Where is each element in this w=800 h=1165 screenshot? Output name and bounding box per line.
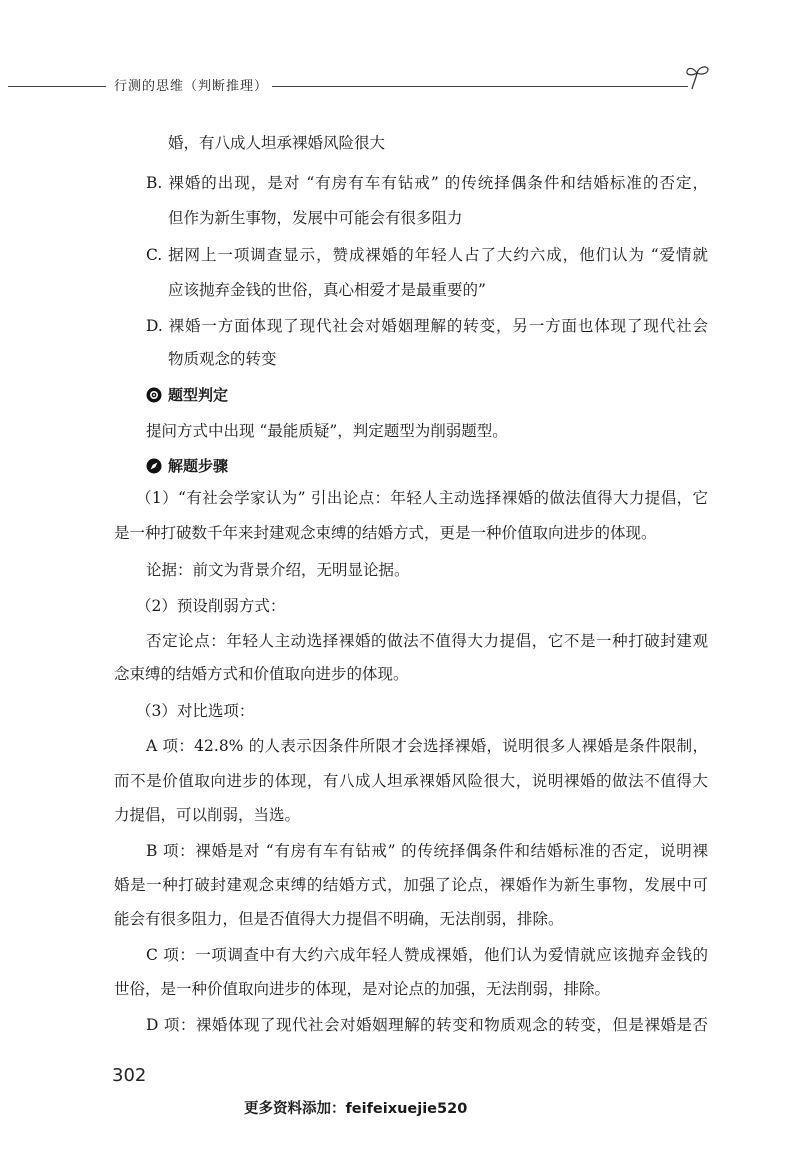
header-rule-right [272,86,688,87]
step1-line2: 是一种打破数千年来封建观念束缚的结婚方式，更是一种价值取向进步的体现。 [114,524,657,542]
analysis-c-line2: 世俗，是一种价值取向进步的体现，是对论点的加强，无法削弱，排除。 [114,980,611,998]
step2-line: （2）预设削弱方式： [136,597,286,615]
section-heading-steps [146,455,228,477]
section-heading-steps-label: 解题步骤 [168,457,229,475]
evidence-line: 论据：前文为背景介绍，无明显论据。 [146,561,410,579]
negation-line2: 念束缚的结婚方式和价值取向进步的体现。 [114,665,409,683]
analysis-a-line2: 而不是价值取向进步的体现，有八成人坦承裸婚风险很大，说明裸婚的做法不值得大 [114,772,708,790]
running-header [0,66,800,96]
section-type-body: 提问方式中出现 “最能质疑”，判定题型为削弱题型。 [146,422,508,440]
option-d-line1: D. 裸婚一方面体现了现代社会对婚姻理解的转变，另一方面也体现了现代社会 [146,317,708,335]
analysis-b-line1: B 项：裸婚是对 “有房有车有钻戒” 的传统择偶条件和结婚标准的否定，说明裸 [146,842,708,860]
option-d-line2: 物质观念的转变 [168,350,277,368]
analysis-a-line1: A 项：42.8% 的人表示因条件所限才会选择裸婚，说明很多人裸婚是条件限制， [146,737,708,755]
negation-line1: 否定论点：年轻人主动选择裸婚的做法不值得大力提倡，它不是一种打破封建观 [146,632,708,650]
analysis-a-line3: 力提倡，可以削弱，当选。 [114,806,301,824]
footer-note: 更多资料添加：feifeixuejie520 [244,1101,468,1117]
option-a-tail: 婚，有八成人坦承裸婚风险很大 [168,134,386,152]
compass-icon [146,458,162,474]
section-heading-type-label: 题型判定 [168,386,229,404]
option-b-line2: 但作为新生事物，发展中可能会有很多阻力 [168,209,463,227]
target-icon [146,387,162,403]
option-c-line2: 应该抛弃金钱的世俗，真心相爱才是最重要的” [168,281,486,299]
analysis-b-line3: 能会有很多阻力，但是否值得大力提倡不明确，无法削弱，排除。 [114,910,564,928]
option-c-line1: C. 据网上一项调查显示，赞成裸婚的年轻人占了大约六成，他们认为 “爱情就 [146,246,708,264]
page-number: 302 [112,1065,147,1086]
sprout-icon [684,64,712,90]
analysis-b-line2: 婚是一种打破封建观念束缚的结婚方式，加强了论点，裸婚作为新生事物，发展中可 [114,876,708,894]
analysis-c-line1: C 项：一项调查中有大约六成年轻人赞成裸婚，他们认为爱情就应该抛弃金钱的 [146,946,708,964]
header-rule-left [8,86,106,87]
analysis-d-line1: D 项：裸婚体现了现代社会对婚姻理解的转变和物质观念的转变，但是裸婚是否 [146,1016,708,1034]
step1-line1: （1）“有社会学家认为” 引出论点：年轻人主动选择裸婚的做法值得大力提倡，它 [136,489,708,507]
section-heading-type [146,384,228,406]
header-title: 行测的思维（判断推理） [114,79,269,94]
step3-line: （3）对比选项： [136,702,255,720]
option-b-line1: B. 裸婚的出现，是对 “有房有车有钻戒” 的传统择偶条件和结婚标准的否定， [146,174,708,192]
